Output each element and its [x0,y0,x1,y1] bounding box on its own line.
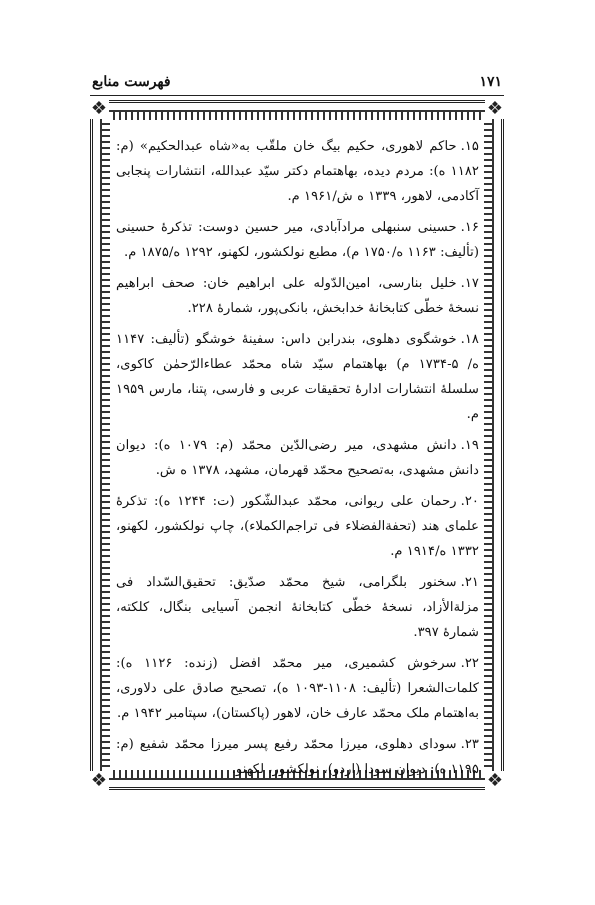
list-item [116,433,479,483]
frame-pattern-top [113,112,481,120]
ornament-corner-icon: ❖ [486,98,504,119]
entry-text: سخنور بلگرامی، شیخ محمّد صدّیق: تحقیق‌السّداد فی مزلة‌الأزاد، نسخهٔ خطّی کتابخانهٔ انجمن آسیایی بنگال، کلکته، شمارهٔ ۳۹۷. [116,575,479,640]
frame-pattern-right [484,123,492,767]
running-title: فهرست منابع [92,74,171,90]
header-rule [90,95,504,96]
list-item [116,732,479,782]
entry-number: ۱۹. [460,438,479,453]
entry-text: حاکم لاهوری، حکیم بیگ خان ملقّب به«شاه عبدالحکیم» (م: ۱۱۸۲ ه): مردم دیده، بهاهتمام دکتر سیّد عبدالله، انتشارات پنجابی آکادمی، لاهور، ۱۳۳۹ ه ش/۱۹۶۱ م. [116,139,479,204]
list-item [116,570,479,645]
ornament-corner-icon: ❖ [90,770,108,791]
entry-text: حسینی سنبهلی مرادآبادی، میر حسین دوست: تذکرهٔ حسینی (تألیف: ۱۱۶۳ ه/۱۷۵۰ م)، مطبع نولکشور، لکهنو، ۱۲۹۲ ه/۱۸۷۵ م. [116,220,479,260]
list-item [116,215,479,265]
entry-text: دانش مشهدی، میر رضی‌الدّین محمّد (م: ۱۰۷۹ ه): دیوان دانش مشهدی، به‌تصحیح محمّد قهرمان، مشهد، ۱۳۷۸ ه ش. [116,438,479,478]
entry-number: ۱۶. [460,220,479,235]
entry-number: ۱۵. [460,139,479,154]
entry-number: ۲۰. [460,494,479,509]
list-item [116,327,479,427]
entry-text: سرخوش کشمیری، میر محمّد افضل (زنده: ۱۱۲۶ ه): کلمات‌الشعرا (تألیف: ۱۱۰۸-۱۰۹۳ ه)، تصحیح صادق علی دلاوری، به‌اهتمام ملک محمّد عارف خان، لاهور (پاکستان)، سپتامبر ۱۹۴۲ م. [116,656,479,721]
frame-pattern-left [102,123,110,767]
entry-text: سودای دهلوی، میرزا محمّد رفیع پسر میرزا محمّد شفیع (م: ۱۱۹۵ ه): دیوان سودا (اردو)، نولکشور، لکهنو. [116,737,479,777]
entry-text: خوشگوی دهلوی، بندرابن داس: سفینهٔ خوشگو (تألیف: ۱۱۴۷ ه/ ۵-۱۷۳۴ م) بهاهتمام سیّد شاه محمّد عطاءالرّحمٰن کاکوی، سلسلهٔ انتشارات ادارهٔ تحقیقات عربی و فارسی، پتنا، مارس ۱۹۵۹ م. [116,332,480,422]
page-header [92,74,502,96]
ornament-corner-icon: ❖ [486,770,504,791]
entry-number: ۱۸. [460,332,479,347]
list-item [116,651,479,726]
list-item [116,489,479,564]
entry-number: ۱۷. [460,276,479,291]
list-item [116,134,479,209]
entry-number: ۲۳. [460,737,479,752]
bibliography-list [116,134,479,788]
list-item [116,271,479,321]
entry-number: ۲۱. [460,575,479,590]
entry-number: ۲۲. [460,656,479,671]
page-number: ۱۷۱ [479,74,502,90]
entry-text: خلیل بنارسی، امین‌الدّوله علی ابراهیم خان: صحف ابراهیم نسخهٔ خطّی کتابخانهٔ خدابخش، بانکی‌پور، شمارهٔ ۲۲۸. [116,276,479,316]
ornament-corner-icon: ❖ [90,98,108,119]
entry-text: رحمان علی ریوانی، محمّد عبدالشّکور (ت: ۱۲۴۴ ه): تذکرهٔ علمای هند (تحفة‌الفضلاء فی تراجم‌الکملاء)، چاپ نولکشور، لکهنو، ۱۳۳۲ ه/۱۹۱۴ م. [116,494,479,559]
